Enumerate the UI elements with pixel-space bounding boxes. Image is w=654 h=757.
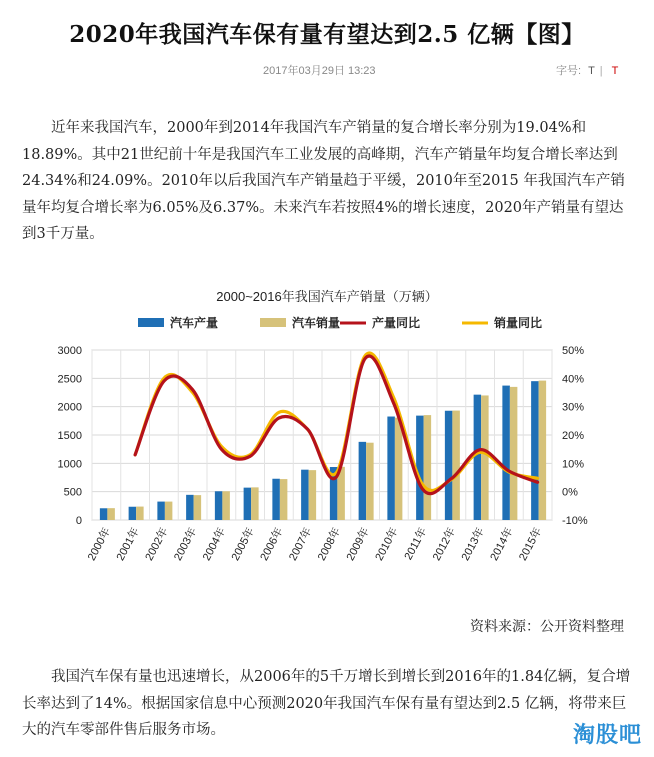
x-tick-label: 2002年	[143, 525, 171, 563]
watermark-logo: 淘股吧	[572, 722, 642, 747]
x-tick-label: 2011年	[402, 525, 430, 563]
y-tick-label: 0	[75, 515, 82, 527]
x-tick-label: 2004年	[200, 525, 229, 563]
font-size-separator: |	[599, 65, 603, 77]
bar	[395, 418, 403, 520]
bar	[186, 495, 194, 520]
bar	[416, 416, 424, 520]
y-tick-label: 500	[63, 486, 82, 499]
bar	[194, 495, 202, 520]
x-tick-label: 2000年	[85, 525, 114, 563]
paragraph-ownership: 我国汽车保有量也迅速增长，从2006年的5千万增长到增长到2016年的1.84亿辆，复合增长率达到了14%。根据国家信息中心预测2020年我国汽车保有量有望达到2.5 亿辆，将带来巨大的汽车零部件售后服务市场。	[22, 669, 631, 738]
x-tick-label: 2013年	[459, 525, 487, 563]
bar	[129, 507, 137, 520]
bar	[100, 508, 108, 520]
x-tick-label: 2010年	[373, 525, 401, 563]
y-tick-label: 3000	[57, 345, 82, 357]
data-source: 资料来源：公开资料整理	[470, 618, 624, 634]
x-tick-label: 2006年	[258, 525, 286, 563]
x-tick-label: 2001年	[114, 525, 142, 563]
bar	[539, 381, 547, 520]
legend-swatch	[260, 318, 286, 327]
bar	[222, 491, 230, 520]
bar	[510, 387, 518, 520]
legend-label: 汽车产量	[170, 316, 219, 330]
bar	[157, 502, 165, 520]
y2-tick-label: 10%	[562, 458, 585, 471]
bar	[165, 502, 173, 520]
font-size-control	[556, 62, 618, 78]
legend-label: 销量同比	[494, 316, 543, 330]
font-size-large-button[interactable]: T	[611, 65, 619, 77]
bar	[107, 508, 115, 520]
x-tick-label: 2003年	[172, 525, 200, 563]
y2-tick-label: 40%	[562, 373, 585, 386]
publish-date: 2017年03月29日 13:23	[263, 65, 376, 77]
x-tick-label: 2014年	[488, 525, 516, 563]
x-tick-label: 2005年	[229, 525, 257, 563]
font-size-small-button[interactable]: T	[588, 65, 595, 77]
chart-container	[20, 282, 634, 602]
bar	[452, 411, 460, 520]
bar	[280, 479, 288, 520]
x-tick-label: 2008年	[315, 525, 344, 563]
y-tick-label: 2500	[57, 373, 82, 386]
legend-label: 产量同比	[372, 316, 421, 330]
bar	[474, 395, 482, 520]
y-tick-label: 1500	[57, 430, 82, 442]
y2-tick-label: -10%	[562, 515, 588, 527]
font-size-label: 字号:	[556, 65, 582, 77]
bar	[215, 491, 223, 520]
y2-tick-label: 50%	[562, 345, 585, 357]
y-tick-label: 1000	[57, 458, 82, 471]
bar	[366, 443, 374, 520]
chart-title: 2000~2016年我国汽车产销量（万辆）	[216, 289, 438, 304]
production-sales-chart	[20, 282, 634, 602]
article-meta	[0, 62, 654, 80]
bar	[272, 479, 280, 520]
x-tick-label: 2015年	[517, 525, 545, 563]
bar	[445, 411, 453, 520]
bar	[251, 487, 259, 520]
legend-swatch	[138, 318, 164, 327]
x-tick-label: 2007年	[287, 525, 315, 563]
article-title: 2020年我国汽车保有量有望达到2.5 亿辆【图】	[69, 21, 585, 48]
y-tick-label: 2000	[57, 401, 82, 414]
bar	[301, 470, 309, 520]
bar	[387, 417, 395, 520]
paragraph-intro: 近年来我国汽车，2000年到2014年我国汽车产销量的复合增长率分别为19.04%和18.89%。其中21世纪前十年是我国汽车工业发展的高峰期，汽车产销量年均复合增长率达到24.34%和24.09%。2010年以后我国汽车产销量趋于平缓，2010年至2015 年我国汽车产销量年均复合增长率为6.05%及6.37%。未来汽车若按照4%的增长速度，2020年产销量有望达到3千万量。	[22, 120, 625, 242]
y2-tick-label: 20%	[562, 430, 585, 442]
bar	[424, 415, 432, 520]
bar	[531, 381, 539, 520]
bar	[359, 442, 367, 520]
legend-label: 汽车销量	[292, 316, 341, 330]
bar	[502, 386, 510, 520]
bar	[136, 507, 144, 520]
x-tick-label: 2009年	[344, 525, 372, 563]
y2-tick-label: 30%	[562, 401, 585, 414]
y2-tick-label: 0%	[562, 486, 578, 499]
bar	[309, 470, 317, 520]
x-tick-label: 2012年	[430, 525, 459, 563]
bar	[244, 488, 252, 520]
bar	[481, 395, 489, 520]
